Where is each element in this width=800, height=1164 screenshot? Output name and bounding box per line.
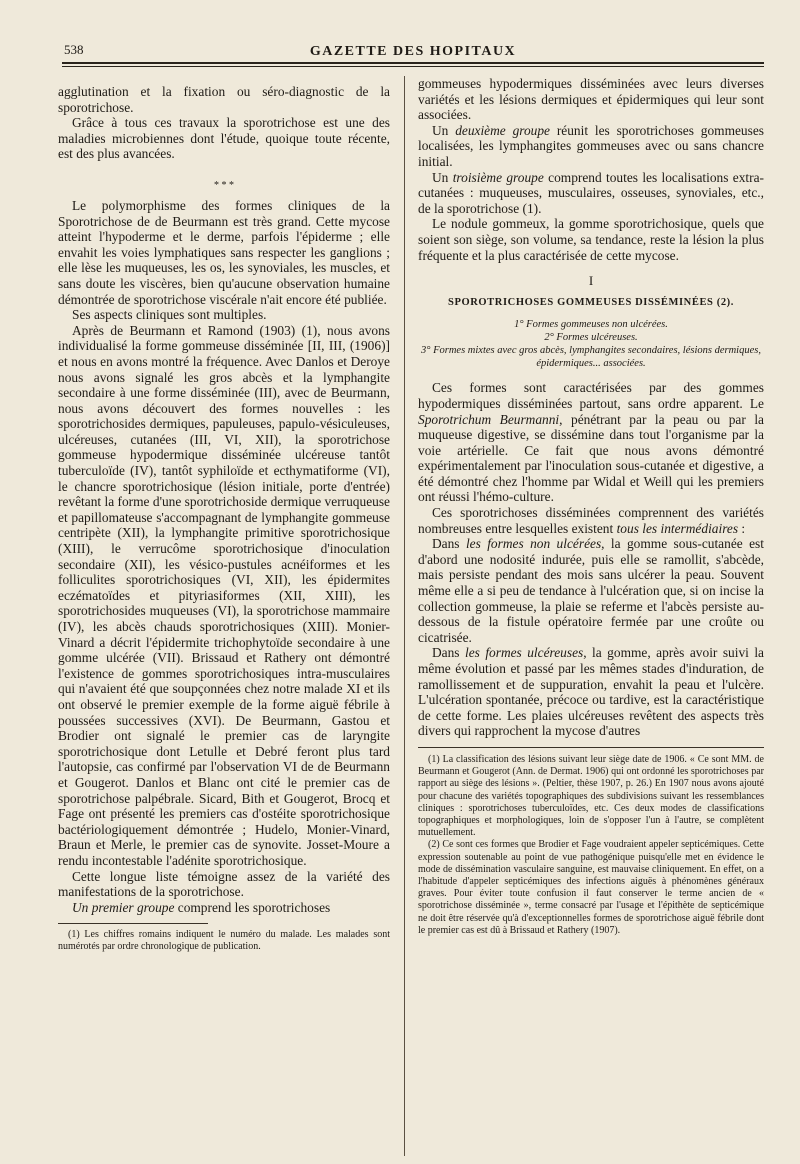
paragraph xyxy=(418,645,764,739)
subsection-item: 3° Formes mixtes avec gros abcès, lymphangites secondaires, lésions dermiques, épidermiques... associées. xyxy=(421,345,761,370)
emphasis: Un premier groupe xyxy=(72,899,175,915)
text-span: : xyxy=(738,520,746,536)
paragraph: gommeuses hypodermiques disséminées avec leurs diverses variétés et les lésions dermiques et épidermiques qui leur sont associées. xyxy=(418,76,764,123)
text-span: Un xyxy=(432,122,456,138)
text-span: , la gomme, après avoir suivi la même évolution et passé par les mêmes stades d'induration, de ramollissement et de suppuration, envahit la peau et l'ulcère. L'ulcération spontanée, précoce ou tardive, est la caractéristique de cette forme. Les plaies ulcéreuses revêtent des aspects très divers qui rapprochent la mycose d'autres xyxy=(418,645,764,739)
subsection-item: 2° Formes ulcéreuses. xyxy=(544,332,638,344)
text-span: réunit les sporotrichoses gommeuses localisées, les lymphangites gommeuses avec ou sans chancre initial. xyxy=(418,122,764,169)
paragraph: Grâce à tous ces travaux la sporotrichose est une des maladies microbiennes dont l'étude, quoique toute récente, est des plus avancées. xyxy=(58,115,390,162)
text-span: comprend toutes les localisations extra-cutanées : muqueuses, musculaires, osseuses, synoviales, etc., de la sporotrichose (1). xyxy=(418,169,765,216)
right-column xyxy=(418,76,764,937)
paragraph xyxy=(418,123,764,170)
text-span: Un xyxy=(432,169,453,185)
emphasis: Sporotrichum Beurmanni xyxy=(418,411,560,427)
emphasis: les formes non ulcérées xyxy=(465,536,602,552)
header-rule-thin xyxy=(62,66,764,67)
paragraph xyxy=(418,536,764,645)
paragraph: Le nodule gommeux, la gomme sporotrichosique, quels que soient son siège, son volume, sa tendance, reste la lésion la plus fréquente et la plus caractérisée de cette mycose. xyxy=(418,216,764,263)
page-number: 538 xyxy=(64,42,84,57)
footnote: (1) Les chiffres romains indiquent le numéro du malade. Les malades sont numérotés par ordre chronologique de publication. xyxy=(58,929,390,953)
footnote: (2) Ce sont ces formes que Brodier et Fage voudraient appeler septicémiques. Cette expression soutenable au point de vue pathogénique puisqu'elle met en évidence le mode de dissémination vasculaire sanguine, est mauvaise cliniquement. En effet, on a l'habitude d'appeler septicémiques des infections aiguës à phénomènes généraux graves. Pour éviter toute confusion il faut conserver le terme ancien de « sporotrichose disséminée », terme consacré par l'usage et l'épithète de septicémique ne doit être réservée qu'à d'exceptionnelles formes de sporotrichose aiguë fébrile dont le premier cas est dû à Brissaud et Rathery (1907). xyxy=(418,839,764,936)
paragraph xyxy=(418,380,764,505)
paragraph: Le polymorphisme des formes cliniques de la Sporotrichose de de Beurmann est très grand. Cette mycose atteint l'hypoderme et le derme, parfois l'épiderme ; elle envahit les voies lymphatiques sans respecter les ganglions ; elle lèse les muqueuses, les os, les synoviales, les muscles, et sans doute les viscères, bien qu'aucune observation humaine démontrée de sporotrichose viscérale n'ait encore été publiée. xyxy=(58,197,390,307)
footnote-rule xyxy=(418,747,764,748)
text-span: Ces formes sont caractérisées par des gommes hypodermiques disséminées partout, sans ordre apparent. Le xyxy=(418,380,764,411)
paragraph: Cette longue liste témoigne assez de la variété des manifestations de la sporotrichose. xyxy=(58,868,390,900)
journal-title: GAZETTE DES HOPITAUX xyxy=(309,44,517,59)
text-span: , la gomme sous-cutanée est d'abord une nodosité indurée, puis elle se ramollit, s'abcède, mais persiste pendant des mois sans ulcérer la peau. Souvent même elle a si peu de tendance à l'ulcération que, si on incise la collection gommeuse, la plaie se referme et l'abcès persiste au-dessous de la fistule opératoire fermée par une croûte ou cicatrisée. xyxy=(418,536,764,645)
paragraph: Ses aspects cliniques sont multiples. xyxy=(72,307,267,323)
section-number: I xyxy=(588,273,594,289)
paragraph: Après de Beurmann et Ramond (1903) (1), nous avons individualisé la forme gommeuse disséminée [II, III, (1906)] et nous en avons montré la fréquence. Avec Danlos et Deroye nous avons signalé les gros abcès et la lymphangite secondaire à une forme disséminée (III), avec de Beurmann, nous avons découvert des formes nouvelles : les sporotrichosides dermiques, papuleuses, papulo-vésiculeuses, ulcéreuses, cutanées (III, VI, XII), la sporotrichose gommeuse hypodermique disséminée ulcéreuse tantôt tuberculoïde (IV), tantôt syphiloïde et ecthymatiforme (VI), le chancre sporotrichosique (lésion initiale, porte d'entrée) revêtant la forme d'une sporotrichoside dermique verruqueuse et papillomateuse s'accompagnant de lymphangite gommeuse centripète (XII), la lymphangite primitive sporotrichosique (XIII), le verrucôme sporotrichosique d'inoculation secondaire (XII), les vésico-pustules acnéiformes et les folliculites sporotrichosiques (VI, XII), les épidermites eczématoïdes et pityriasiformes (XII, XIII), les sporotrichosides muqueuses (VI), la sporotrichose mammaire (IV), les abcès chauds sporotrichosiques (XIII). Monier-Vinard a décrit l'épidermite trichophytoïde secondaire à une gomme ulcérée (VII). Brissaud et Rathery ont démontré l'existence de gommes sporotrichosiques intra-musculaires qui n'avaient été que soupçonnées chez notre malade XI et ils ont observé le premier exemple de la forme aiguë fébrile à poussées successives (XVI). De Beurmann, Gastou et Brodier ont signalé le premier cas de laryngite sporotrichosique dont Letulle et Debré feront plus tard l'autopsie, cas confirmé par l'observation VI de de Beurmann et Gougerot. Danlos et Blanc ont cité le premier cas de sporotrichose palpébrale. Sicard, Bith et Gougerot, Brocq et Fage ont présenté les premiers cas d'ostéite sporotrichosique bactériologiquement démontrée ; Hudelo, Monier-Vinard, Braun et Merle, le premier cas de synovite. Josset-Moure a rendu incontestable l'adénite sporotrichosique. xyxy=(58,322,390,868)
emphasis: les formes ulcéreuses xyxy=(464,645,584,661)
subsection-item: 1° Formes gommeuses non ulcérées. xyxy=(514,319,668,331)
paragraph xyxy=(58,900,390,916)
paragraph xyxy=(418,505,764,536)
section-separator: * * * xyxy=(214,179,234,191)
text-span: comprend les sporotrichoses xyxy=(174,899,331,915)
paragraph xyxy=(418,170,764,217)
column-separator xyxy=(404,76,405,1156)
header-rule-thick xyxy=(62,62,764,64)
footnote: (1) La classification des lésions suivant leur siège date de 1906. « Ce sont MM. de Beurmann et Gougerot (Ann. de Dermat. 1906) qui ont ordonné les sporotrichoses par rapport au siège des lésions ». (Peltier, thèse 1907, p. 26.) En 1907 nous avons ajouté pour chacune des variétés topographiques des subdivisions suivant les ressemblances cliniques : sporotrichoses tuberculoïdes, etc. Ces deux modes de classifications topographiques et morphologiques, loin de s'opposer l'un à l'autre, se complètent mutuellement. xyxy=(418,753,764,839)
text-span: Dans xyxy=(432,536,466,552)
text-span: , pénétrant par la peau ou par la muqueuse digestive, se dissémine dans tout l'organisme par la voie artérielle. Ce fait que nous avons démontré expérimentalement par l'inoculation sous-cutanée et digestive, a été démontré chez l'homme par Widal et Weill qui les premiers ont réussi l'hémo-culture. xyxy=(418,411,764,505)
paragraph: agglutination et la fixation ou séro-diagnostic de la sporotrichose. xyxy=(58,84,390,115)
left-column xyxy=(58,84,390,954)
emphasis: troisième groupe xyxy=(452,169,544,185)
emphasis: tous les intermédiaires xyxy=(616,520,739,536)
emphasis: deuxième groupe xyxy=(455,122,551,138)
footnote-rule xyxy=(58,923,208,924)
subsection-list xyxy=(418,318,764,370)
text-span: Dans xyxy=(432,645,465,661)
text-span: Ces sporotrichoses disséminées comprennent des variétés nombreuses entre lesquelles existent xyxy=(418,505,764,536)
section-title: SPOROTRICHOSES GOMMEUSES DISSÉMINÉES (2). xyxy=(448,296,734,308)
